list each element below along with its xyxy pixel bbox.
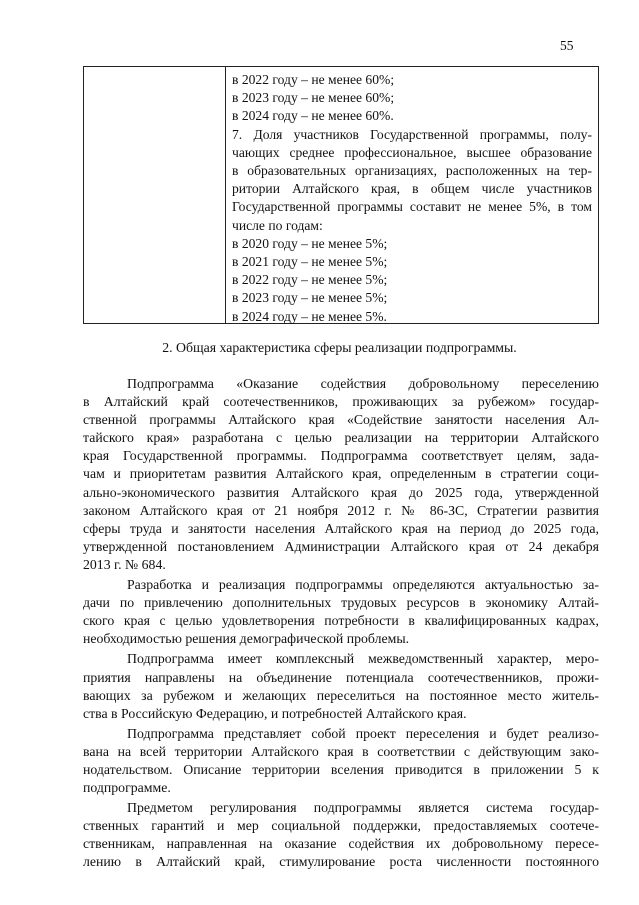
table-line: в 2023 году – не менее 60%; [232, 90, 395, 106]
paragraph-line: Предметом регулирования подпрограммы является система государ- [127, 800, 599, 816]
paragraph-line: ственной программы Алтайского края «Содействие занятости населения Ал- [83, 412, 599, 428]
table-line: в 2023 году – не менее 5%; [232, 290, 388, 306]
paragraph-line: чам и приоритетам развития Алтайского края, определенным в стратегии соци- [83, 466, 599, 482]
paragraph-line: в Алтайский край соотечественников, проживающих за рубежом» государ- [83, 394, 599, 410]
paragraph-line: дачи по привлечению дополнительных трудовых ресурсов в экономику Алтай- [83, 595, 599, 611]
paragraph-line: края Государственной программы. Подпрограмма соответствует целям, зада- [83, 448, 599, 464]
paragraph [83, 799, 599, 871]
paragraph-line: лению в Алтайский край, стимулирование роста численности постоянного [83, 854, 599, 870]
paragraph-line: ского края с целью удовлетворения потребности в квалифицированных кадрах, [83, 613, 599, 629]
paragraph-line: Подпрограмма представляет собой проект переселения и будет реализо- [127, 725, 599, 741]
table-line: Государственной программы составит не менее 5%, в том [232, 199, 592, 215]
section-title: 2. Общая характеристика сферы реализации подпрограммы. [162, 340, 517, 355]
targets-table [83, 66, 599, 324]
paragraph [83, 375, 599, 574]
body-text [83, 375, 599, 874]
page-number: 55 [560, 38, 574, 53]
paragraph-line: законом Алтайского края от 21 ноября 2012 г. № 86-ЗС, Стратегии развития [83, 502, 599, 518]
paragraph-line: Разработка и реализация подпрограммы определяются актуальностью за- [127, 577, 599, 593]
table-line: в 2022 году – не менее 5%; [232, 272, 388, 288]
table-right-cell [232, 71, 592, 326]
table-column-divider [225, 67, 226, 323]
paragraph-line: ственникам, направленная на оказание содействия их добровольному пересе- [83, 836, 599, 852]
paragraph-line: Подпрограмма имеет комплексный межведомственный характер, меро- [127, 651, 599, 667]
table-line: в 2022 году – не менее 60%; [232, 72, 395, 87]
paragraph-line: тайского края» разработана с целью реализации на территории Алтайского [83, 430, 599, 446]
paragraph-line: вающих за рубежом и желающих переселиться на постоянное место житель- [83, 687, 599, 703]
table-line: чающих среднее профессиональное, высшее образование [232, 144, 592, 160]
table-line: ритории Алтайского края, в общем числе участников [232, 181, 592, 197]
table-line: 7. Доля участников Государственной программы, полу- [232, 126, 592, 142]
table-line: в образовательных организациях, расположенных на тер- [232, 163, 592, 179]
paragraph-line: ственных гарантий и мер социальной поддержки, предоставляемых соотече- [83, 818, 599, 834]
paragraph [83, 576, 599, 648]
table-line: в 2024 году – не менее 5%. [232, 308, 387, 324]
table-line: в 2021 году – не менее 5%; [232, 254, 388, 270]
paragraph-line: ства в Российскую Федерацию, и потребностей Алтайского края. [83, 705, 467, 721]
paragraph [83, 725, 599, 797]
paragraph-line: необходимостью решения демографической проблемы. [83, 631, 410, 647]
table-line: в 2024 году – не менее 60%. [232, 108, 394, 124]
paragraph-line: вана на всей территории Алтайского края в соответствии с действующим зако- [83, 743, 599, 759]
paragraph-line: Подпрограмма «Оказание содействия добровольному переселению [127, 376, 599, 391]
paragraph-line: приятия направлены на объединение потенциала соотечественников, прожи- [83, 669, 599, 685]
paragraph-line: 2013 г. № 684. [83, 556, 166, 572]
table-line: числе по годам: [232, 217, 323, 233]
paragraph-line: ально-экономического развития Алтайского края до 2025 года, утвержденной [83, 484, 599, 500]
paragraph [83, 650, 599, 722]
table-line: в 2020 году – не менее 5%; [232, 235, 388, 251]
paragraph-line: нодательством. Описание территории вселения приводится в приложении 5 к [83, 761, 599, 777]
paragraph-line: подпрограмме. [83, 780, 171, 796]
paragraph-line: утвержденной постановлением Администрации Алтайского края от 24 декабря [83, 538, 599, 554]
paragraph-line: сферы труда и занятости населения Алтайского края на период до 2025 года, [83, 520, 599, 536]
